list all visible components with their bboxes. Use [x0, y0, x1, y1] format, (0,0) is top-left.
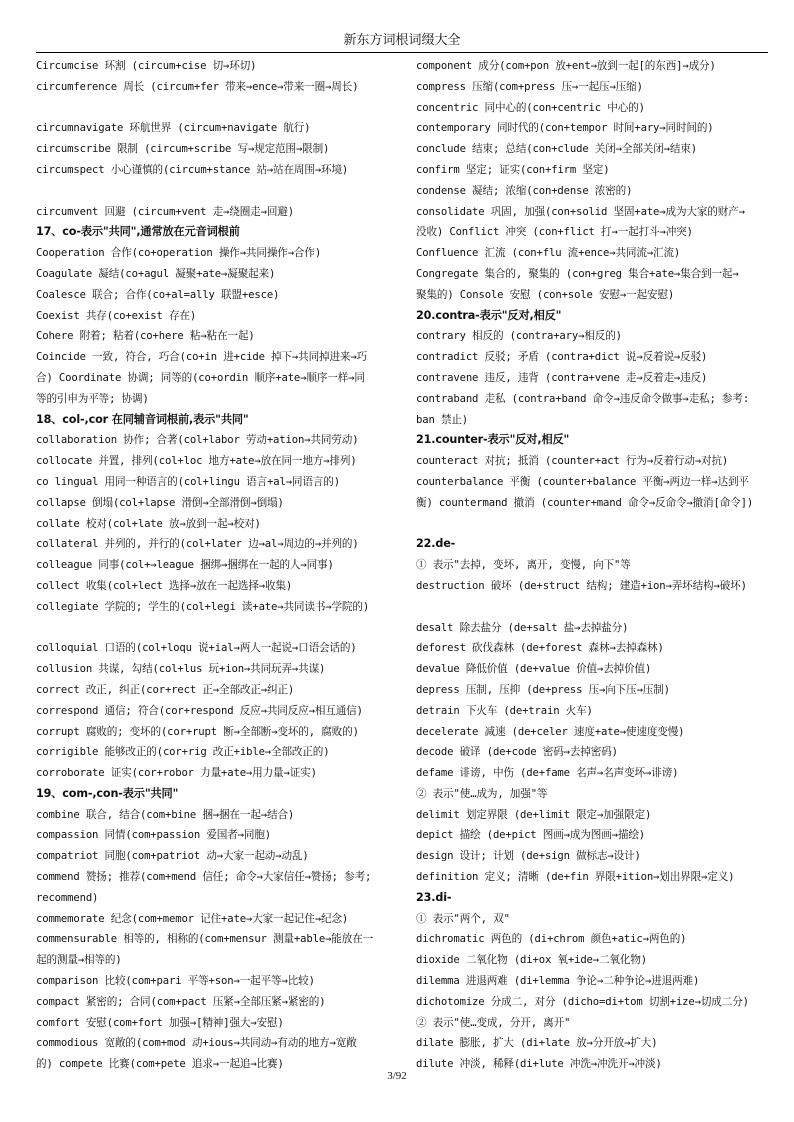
text-line: Congregate 集合的, 聚集的 (con+greg 集合+ate→集合到一起→: [416, 267, 739, 280]
text-line: ① 表示"去掉, 变坏, 离开, 变慢, 向下"等: [416, 559, 631, 572]
text-line: 起的测量→相等的): [36, 954, 122, 967]
section-heading: 20.contra-表示"反对,相反": [416, 308, 562, 322]
text-line: collapse 倒塌(col+lapse 滑倒→全部滑倒→倒塌): [36, 496, 284, 509]
text-line: Coexist 共存(co+exist 存在): [36, 309, 197, 322]
text-line: combine 联合, 结合(com+bine 捆→捆在一起→结合): [36, 808, 295, 821]
text-line: component 成分(com+pon 放+ent→放到一起[的东西]→成分): [416, 60, 716, 72]
text-line: Coagulate 凝结(co+agul 凝聚+ate→凝聚起来): [36, 267, 276, 280]
text-line: defame 诽谤, 中伤 (de+fame 名声→名声变坏→诽谤): [416, 767, 679, 780]
text-line: counteract 对抗; 抵消 (counter+act 行为→反着行动→对抗): [416, 455, 729, 468]
blank-line: [36, 618, 400, 639]
text-line: conclude 结束; 总结(con+clude 关闭→全部关闭→结束): [416, 143, 698, 156]
text-line: recommend): [36, 891, 99, 904]
text-line: corrigible 能够改正的(cor+rig 改正+ible→全部改正的): [36, 746, 330, 759]
text-line: 等的引申为平等; 协调): [36, 392, 149, 405]
text-line: 合) Coordinate 协调; 同等的(co+ordin 顺序+ate→顺序一样→同: [36, 371, 365, 384]
text-line: commodious 宽敞的(com+mod 动+ious→共同动→有动的地方→宽敞: [36, 1037, 357, 1050]
text-line: commend 赞扬; 推荐(com+mend 信任; 命令→大家信任→赞扬; 参考;: [36, 871, 372, 884]
text-line: compact 紧密的; 合同(com+pact 压紧→全部压紧→紧密的): [36, 995, 326, 1008]
text-line: dilate 膨胀, 扩大 (di+late 放→分开放→扩大): [416, 1037, 658, 1050]
header-title: 新东方词根词缀大全: [343, 33, 461, 48]
page-header: [36, 32, 768, 53]
text-line: deforest 砍伐森林 (de+forest 森林→去掉森林): [416, 642, 664, 655]
text-line: desalt 除去盐分 (de+salt 盐→去掉盐分): [416, 621, 629, 634]
text-line: delimit 划定界限 (de+limit 限定→加强限定): [416, 808, 652, 821]
blank-line: [36, 181, 400, 202]
text-line: commensurable 相等的, 相称的(com+mensur 测量+able→能放在一: [36, 933, 374, 946]
text-line: detrain 下火车 (de+train 火车): [416, 704, 593, 717]
text-line: ban 禁止): [416, 413, 469, 426]
text-line: concentric 同中心的(con+centric 中心的): [416, 101, 645, 114]
text-line: 没收) Conflict 冲突 (con+flict 打→一起打斗→冲突): [416, 226, 693, 239]
text-line: destruction 破坏 (de+struct 结构; 建造+ion→弄坏结构→破坏): [416, 579, 747, 592]
text-line: Cooperation 合作(co+operation 操作→共同操作→合作): [36, 247, 322, 260]
text-line: compatriot 同胞(com+patriot 动→大家一起动→动乱): [36, 850, 309, 863]
text-line: circumspect 小心谨慎的(circum+stance 站→站在周围→环境): [36, 163, 349, 176]
text-line: Confluence 汇流 (con+flu 流+ence→共同流→汇流): [416, 247, 681, 260]
blank-line: [416, 514, 768, 535]
section-heading: 17、co-表示"共同",通常放在元音词根前: [36, 225, 240, 239]
text-line: collect 收集(col+lect 选择→放在一起选择→收集): [36, 579, 293, 592]
blank-line: [36, 98, 400, 119]
text-line: colloquial 口语的(col+loqu 说+ial→两人一起说→口语会话的): [36, 642, 357, 655]
text-line: correspond 通信; 符合(cor+respond 反应→共同反应→相互通信): [36, 704, 363, 717]
blank-line: [416, 597, 768, 618]
text-line: colleague 同事(col+→league 捆绑→捆绑在一起的人→同事): [36, 559, 334, 572]
text-line: circumference 周长 (circum+fer 带来→ence→带来一圈→周长): [36, 80, 359, 93]
text-line: confirm 坚定; 证实(con+firm 坚定): [416, 163, 610, 176]
text-line: depict 描绘 (de+pict 图画→成为图画→描绘): [416, 829, 645, 842]
text-line: contraband 走私 (contra+band 命令→违反命令做事→走私; 参考:: [416, 392, 750, 405]
text-line: devalue 降低价值 (de+value 价值→去掉价值): [416, 663, 652, 676]
section-heading: 21.counter-表示"反对,相反": [416, 433, 570, 447]
section-heading: 18、col-,cor 在同辅音词根前,表示"共同": [36, 412, 249, 426]
text-line: contradict 反驳; 矛盾 (contra+dict 说→反着说→反驳): [416, 351, 708, 364]
right-column: [416, 56, 768, 1075]
text-line: comfort 安慰(com+fort 加强→[精神]强大→安慰): [36, 1016, 284, 1029]
text-line: contemporary 同时代的(con+tempor 时间+ary→同时间的): [416, 122, 714, 135]
text-line: condense 凝结; 浓缩(con+dense 浓密的): [416, 184, 633, 197]
text-line: comparison 比较(com+pari 平等+son→一起平等→比较): [36, 975, 315, 988]
text-line: dichotomize 分成二, 对分 (dicho=di+tom 切割+ize→切成二分): [416, 995, 749, 1008]
text-line: collegiate 学院的; 学生的(col+legi 读+ate→共同读书→学院的): [36, 600, 370, 613]
text-line: dichromatic 两色的 (di+chrom 颜色+atic→两色的): [416, 933, 687, 946]
text-line: circumscribe 限制 (circum+scribe 写→规定范围→限制): [36, 143, 330, 156]
text-line: collateral 并列的, 并行的(col+later 边→al→周边的→并列的): [36, 538, 359, 551]
text-line: depress 压制, 压抑 (de+press 压→向下压→压制): [416, 683, 670, 696]
section-heading: 19、com-,con-表示"共同": [36, 786, 179, 800]
text-line: decode 破译 (de+code 密码→去掉密码): [416, 746, 618, 759]
text-line: dilute 冲淡, 稀释(di+lute 冲洗→冲洗开→冲淡): [416, 1058, 662, 1071]
text-line: consolidate 巩固, 加强(con+solid 坚固+ate→成为大家的财产→: [416, 205, 745, 218]
text-line: dioxide 二氧化物 (di+ox 氧+ide→二氧化物): [416, 954, 648, 967]
page-footer: [0, 1070, 794, 1082]
text-line: definition 定义; 清晰 (de+fin 界限+ition→划出界限→定义): [416, 871, 735, 884]
text-line: circumvent 回避 (circum+vent 走→绕圈走→回避): [36, 205, 294, 218]
section-heading: 23.di-: [416, 890, 452, 904]
text-line: 聚集的) Console 安慰 (con+sole 安慰→一起安慰): [416, 288, 675, 301]
text-line: corrupt 腐败的; 变坏的(cor+rupt 断→全部断→变坏的, 腐败的): [36, 725, 359, 738]
text-line: contravene 违反, 违背 (contra+vene 走→反着走→违反): [416, 371, 708, 384]
text-line: corroborate 证实(cor+robor 力量+ate→用力量→证实): [36, 767, 317, 780]
text-line: collocate 并置, 排列(col+loc 地方+ate→放在同一地方→排列): [36, 455, 357, 468]
page-number: 3/92: [387, 1070, 407, 1082]
text-line: co lingual 用同一种语言的(col+lingu 语言+al→同语言的): [36, 475, 340, 488]
text-line: ② 表示"使…成为, 加强"等: [416, 787, 548, 800]
text-line: compassion 同情(com+passion 爱国者→同胞): [36, 829, 272, 842]
text-line: collate 校对(col+late 放→放到一起→校对): [36, 517, 261, 530]
text-line: correct 改正, 纠正(cor+rect 正→全部改正→纠正): [36, 683, 295, 696]
section-heading: 22.de-: [416, 537, 456, 551]
text-line: collaboration 协作; 合著(col+labor 劳动+ation→共同劳动): [36, 434, 359, 447]
text-line: Coincide 一致, 符合, 巧合(co+in 进+cide 掉下→共同掉进来→巧: [36, 351, 368, 364]
text-line: counterbalance 平衡 (counter+balance 平衡→两边一样→达到平: [416, 475, 749, 488]
text-line: design 设计; 计划 (de+sign 做标志→设计): [416, 850, 641, 863]
text-line: ① 表示"两个, 双": [416, 912, 510, 925]
text-line: ② 表示"使…变成, 分开, 离开": [416, 1016, 571, 1029]
text-line: decelerate 减速 (de+celer 速度+ate→使速度变慢): [416, 725, 685, 738]
text-line: compress 压缩(com+press 压→一起压→压缩): [416, 80, 643, 93]
text-line: dilemma 进退两难 (di+lemma 争论→二种争论→进退两难): [416, 975, 700, 988]
text-line: Coalesce 联合; 合作(co+al=ally 联盟+esce): [36, 288, 280, 301]
left-column: [36, 56, 400, 1075]
text-line: 衡) countermand 撤消 (counter+mand 命令→反命令→撤消[命令]): [416, 496, 754, 509]
text-line: 的) compete 比赛(com+pete 追求→一起追→比赛): [36, 1058, 284, 1071]
text-line: Cohere 附着; 粘着(co+here 粘→粘在一起): [36, 330, 255, 343]
text-line: circumnavigate 环航世界 (circum+navigate 航行): [36, 122, 311, 135]
text-line: commemorate 纪念(com+memor 记住+ate→大家一起记住→纪念): [36, 912, 349, 925]
text-line: contrary 相反的 (contra+ary→相反的): [416, 330, 622, 343]
text-line: Circumcise 环割 (circum+cise 切→环切): [36, 60, 257, 72]
text-line: collusion 共谋, 勾结(col+lus 玩+ion→共同玩弄→共谋): [36, 663, 326, 676]
